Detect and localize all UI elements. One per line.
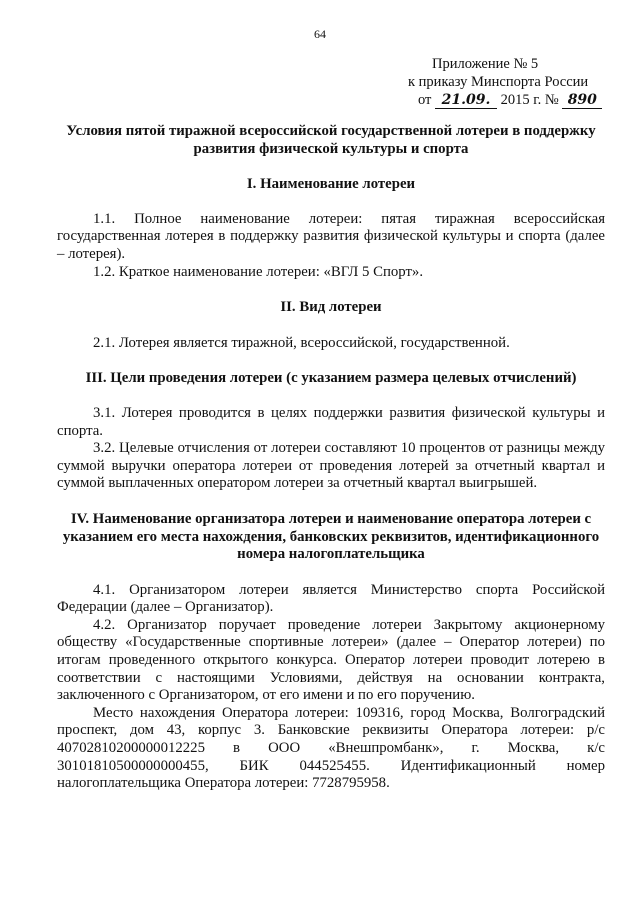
paragraph-4-3: Место нахождения Оператора лотереи: 109316, город Москва, Волгоградский проспект, дом 43, корпус 3. Банковские реквизиты Оператора лотереи: р/с 40702810200000012225 в ООО «Внешпромбанк», г. Москва, к/с 30101810500000000455, БИК 044525455. Идентификационный номер налогоплательщика Оператора лотереи: 7728795958. bbox=[57, 704, 605, 792]
year-text: 2015 г. № bbox=[500, 92, 559, 108]
section-1-heading: I. Наименование лотереи bbox=[246, 176, 416, 193]
paragraph-1-1: 1.1. Полное наименование лотереи: пятая тиражная всероссийская государственная лотерея в поддержку развития физической культуры и спорта (далее – лотерея). bbox=[57, 210, 605, 262]
paragraph-1-2: 1.2. Краткое наименование лотереи: «ВГЛ 5 Спорт». bbox=[93, 263, 424, 280]
document-body bbox=[57, 123, 605, 793]
section-2-heading: II. Вид лотереи bbox=[280, 299, 382, 316]
section-4-heading: IV. Наименование организатора лотереи и наименование оператора лотереи с указанием его места нахождения, банковских реквизитов, идентификационного номера налогоплательщика bbox=[62, 510, 600, 563]
appendix-order-ref: к приказу Минспорта России bbox=[408, 74, 589, 90]
paragraph-4-2: 4.2. Организатор поручает проведение лотереи Закрытому акционерному обществу «Государственные спортивные лотереи» (далее – Оператор лотереи) по итогам проведенного открытого конкурса. Оператор лотереи проводит лотерею в соответствии с настоящими Условиями, действуя на основании контракта, заключенного с Организатором, от его имени и по его поручению. bbox=[57, 616, 605, 704]
page-number: 64 bbox=[314, 27, 326, 41]
document-title: Условия пятой тиражной всероссийской государственной лотереи в поддержку развития физической культуры и спорта bbox=[66, 123, 596, 157]
paragraph-3-2: 3.2. Целевые отчисления от лотереи составляют 10 процентов от разницы между суммой выручки оператора лотереи от проведения лотерей за отчетный квартал и суммой выплаченных оператором лотереи за отчетный квартал выигрышей. bbox=[57, 440, 605, 492]
handwritten-date: 21.09. bbox=[435, 93, 497, 109]
appendix-block bbox=[380, 55, 610, 109]
paragraph-2-1: 2.1. Лотерея является тиражной, всероссийской, государственной. bbox=[93, 334, 510, 351]
appendix-title: Приложение № 5 bbox=[432, 56, 539, 72]
paragraph-4-1: 4.1. Организатором лотереи является Министерство спорта Российской Федерации (далее – Организатор). bbox=[57, 581, 605, 616]
paragraph-3-1: 3.1. Лотерея проводится в целях поддержки развития физической культуры и спорта. bbox=[57, 404, 605, 439]
appendix-date-line bbox=[380, 91, 610, 109]
date-prefix: от bbox=[418, 92, 432, 108]
handwritten-number: 890 bbox=[562, 93, 602, 109]
section-3-heading: III. Цели проведения лотереи (с указанием размера целевых отчислений) bbox=[85, 370, 577, 387]
